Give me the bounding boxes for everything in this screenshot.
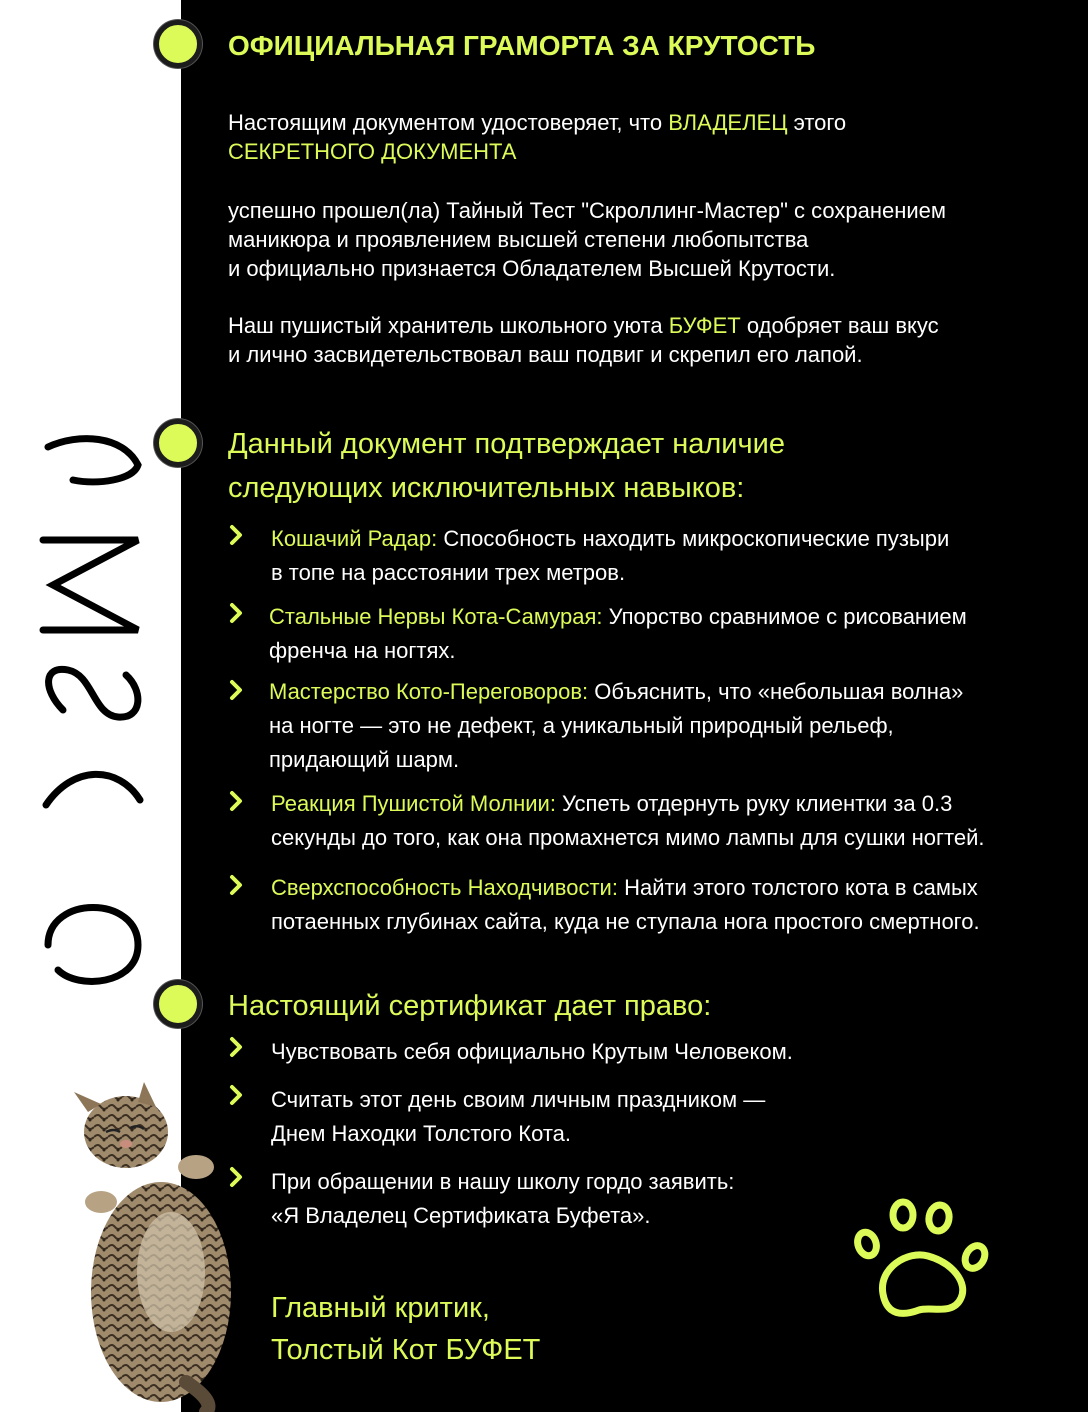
skill-description: потаенных глубинах сайта, куда не ступала нога простого смертного. [271,909,980,934]
intro-text: этого [787,110,847,135]
skill-description: Объяснить, что «небольшая волна» [588,679,964,704]
skill-name: Мастерство Кото-Переговоров: [269,679,589,704]
intro-text: Наш пушистый хранитель школьного уюта [228,313,669,338]
skill-name: Кошачий Радар: [271,526,438,551]
intro-paragraph-1 [228,108,1028,166]
right-text: Днем Находки Толстого Кота. [271,1121,572,1146]
skill-description: секунды до того, как она промахнется мимо лампы для сушки ногтей. [271,825,985,850]
skill-item [271,522,1061,590]
skill-name: Стальные Нервы Кота-Самурая: [269,604,603,629]
intro-paragraph-2 [228,196,1068,283]
skills-heading [228,422,785,510]
signature-line: Главный критик, [271,1292,490,1324]
section-dot-2 [154,419,202,467]
right-item [271,1083,1061,1151]
rights-heading: Настоящий сертификат дает право: [228,990,712,1022]
skill-description: Способность находить микроскопические пузыри [437,526,950,551]
intro-text: успешно прошел(ла) Тайный Тест "Скроллинг-Мастер" с сохранением [228,198,947,223]
skill-description: придающий шарм. [269,747,460,772]
skill-name: Реакция Пушистой Молнии: [271,791,556,816]
skill-description: Найти этого толстого кота в самых [617,875,978,900]
right-item [271,1035,1061,1069]
skill-description: на ногте — это не дефект, а уникальный природный рельеф, [269,713,894,738]
skills-heading-line: следующих исключительных навыков: [228,472,745,504]
intro-text: и официально признается Обладателем Высшей Крутости. [228,256,836,281]
skill-description: в топе на расстоянии трех метров. [271,560,626,585]
section-dot-3 [154,980,202,1028]
skill-description: Упорство сравнимое с рисованием [602,604,967,629]
chevron-right-icon [229,874,244,896]
certificate-title: ОФИЦИАЛЬНАЯ ГРАМОРТА ЗА КРУТОСТЬ [228,30,816,61]
secret-document-highlight: СЕКРЕТНОГО ДОКУМЕНТА [228,139,517,164]
skill-item [269,600,1059,668]
skill-item [269,675,1059,777]
right-text: «Я Владелец Сертификата Буфета». [271,1203,651,1228]
intro-text: Настоящим документом удостоверяет, что [228,110,669,135]
chevron-right-icon [229,790,244,812]
right-text: При обращении в нашу школу гордо заявить: [271,1169,735,1194]
skill-item [271,871,1061,939]
chevron-right-icon [229,602,244,624]
skill-description: Успеть отдернуть руку клиентки за 0.3 [555,791,953,816]
skills-heading-line: Данный документ подтверждает наличие [228,428,785,460]
right-text: Считать этот день своим личным праздником — [271,1087,766,1112]
signature [271,1287,540,1371]
chevron-right-icon [229,524,244,546]
intro-text: одобряет ваш вкус [740,313,939,338]
chevron-right-icon [229,679,244,701]
intro-text: и лично засвидетельствовал ваш подвиг и скрепил его лапой. [228,342,863,367]
fat-cat-image [66,1082,236,1412]
owner-highlight: ВЛАДЕЛЕЦ [668,110,788,135]
intro-text: маникюра и проявлением высшей степени любопытства [228,227,809,252]
skill-item [271,787,1061,855]
paw-print-icon [853,1198,991,1326]
brand-logo [38,425,148,995]
intro-paragraph-3 [228,311,1068,369]
right-text: Чувствовать себя официально Крутым Человеком. [271,1039,793,1064]
skill-name: Сверхспособность Находчивости: [271,875,618,900]
signature-line: Толстый Кот БУФЕТ [271,1334,541,1366]
chevron-right-icon [229,1036,244,1058]
section-dot-1 [154,20,202,68]
skill-description: френча на ногтях. [269,638,456,663]
cat-name-highlight: БУФЕТ [668,313,741,338]
